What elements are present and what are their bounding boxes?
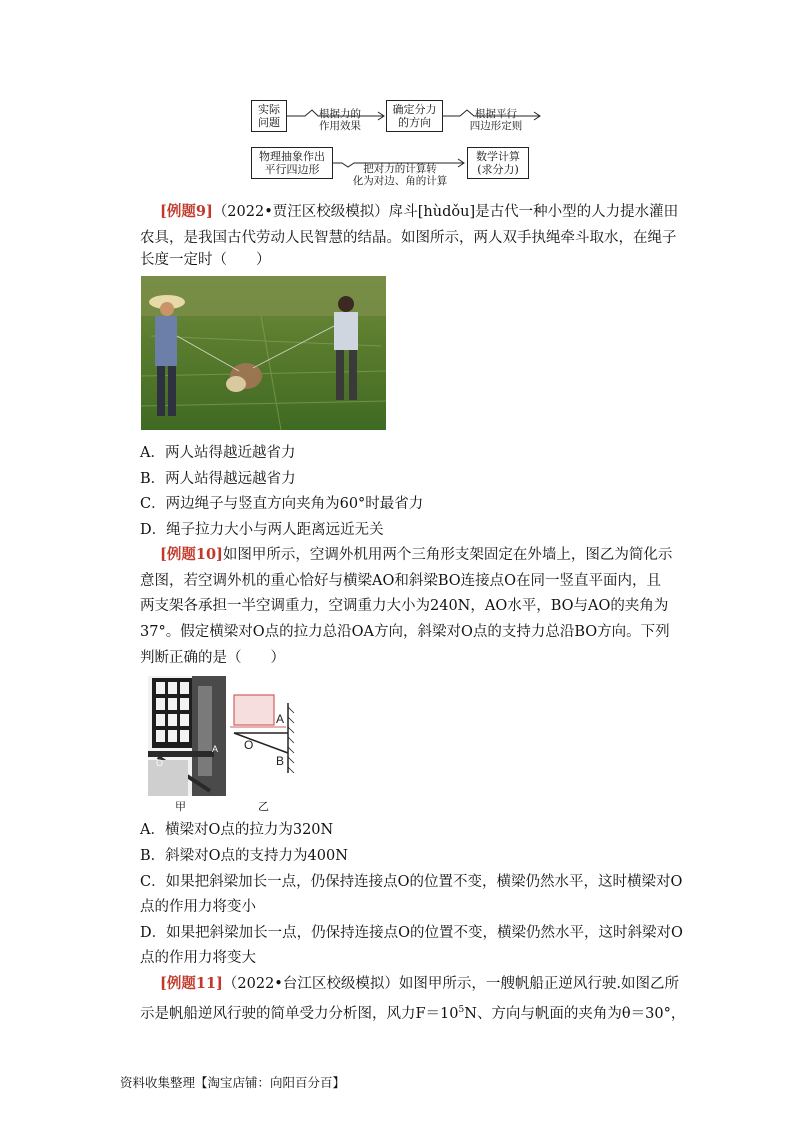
- flowchart-arrows: [0, 0, 800, 200]
- ex10-stem-line3: 两支架各承担一半空调重力，空调重力大小为240N，AO水平，BO与AO的夹角为: [140, 598, 669, 614]
- ex9-option-a: A．两人站得越近越省力: [140, 445, 296, 461]
- ex9-stem-line1: [例题9]（2022•贾汪区校级模拟）戽斗[hùdǒu]是古代一种小型的人力提水灌田: [160, 203, 679, 220]
- ex10-label: [例题10]: [160, 546, 223, 563]
- ex11-stem-line2: 示是帆船逆风行驶的简单受力分析图，风力$F=10^5N$、方向与帆面的夹角为θ＝30°，: [140, 1005, 686, 1022]
- ex10-figure-jia: [148, 676, 226, 796]
- ex11-label: [例题11]: [160, 975, 223, 992]
- ex10-option-c-line1: C．如果把斜梁加长一点，仍保持连接点O的位置不变，横梁仍然水平，这时横梁对O: [140, 874, 683, 890]
- ex9-option-d: D．绳子拉力大小与两人距离远近无关: [140, 522, 384, 538]
- ex10-stem-line5: 判断正确的是（ ）: [140, 650, 285, 666]
- ex9-photo: [141, 276, 386, 430]
- ex10-option-a: A．横梁对O点的拉力为320N: [140, 822, 334, 838]
- ex10-jia-A: A: [212, 744, 219, 754]
- flow-edge-label-2: 根据平行 四边形定则: [469, 108, 523, 132]
- ex10-stem-line2: 意图，若空调外机的重心恰好与横梁AO和斜梁BO连接点O在同一竖直平面内，且: [140, 573, 662, 589]
- ex10-caption-jia: 甲: [175, 800, 186, 813]
- ex9-label: [例题9]: [160, 203, 213, 220]
- ex10-option-d-line1: D．如果把斜梁加长一点，仍保持连接点O的位置不变，横梁仍然水平，这时斜梁对O: [140, 925, 683, 941]
- ex9-stem-line3: 长度一定时（ ）: [140, 252, 271, 268]
- ex10-yi-O: O: [244, 738, 254, 752]
- flow-box-direction: 确定分力 的方向: [386, 100, 443, 132]
- flow-box-math: 数学计算 (求分力): [467, 147, 529, 179]
- ex11-stem-line1: [例题11]（2022•台江区校级模拟）如图甲所示，一艘帆船正逆风行驶.如图乙所: [160, 975, 679, 992]
- ex9-option-c: C．两边绳子与竖直方向夹角为60°时最省力: [140, 496, 424, 512]
- ex10-option-b: B．斜梁对O点的支持力为400N: [140, 848, 348, 864]
- ex10-yi-A: A: [276, 712, 285, 726]
- flow-box-actual-problem: 实际 问题: [251, 100, 287, 132]
- ex11-exponent: 5: [458, 1005, 465, 1015]
- ex9-stem-line2: 农具，是我国古代劳动人民智慧的结晶。如图所示，两人双手执绳牵斗取水，在绳子: [140, 230, 677, 246]
- ex10-figure-yi: [230, 693, 302, 783]
- page-footer: 资料收集整理【淘宝店铺：向阳百分百】: [120, 1075, 346, 1090]
- flow-edge-label-1: 根据力的 作用效果: [319, 108, 361, 132]
- ex10-option-c-line2: 点的作用力将变小: [140, 899, 256, 915]
- flow-box-parallelogram: 物理抽象作出 平行四边形: [251, 147, 333, 179]
- ex10-caption-yi: 乙: [258, 800, 269, 813]
- ex10-yi-B: B: [276, 754, 285, 768]
- ex10-jia-O: O: [156, 758, 164, 768]
- ex10-stem-line1: [例题10]如图甲所示，空调外机用两个三角形支架固定在外墙上，图乙为简化示: [160, 546, 673, 563]
- ex10-option-d-line2: 点的作用力将变大: [140, 950, 256, 966]
- flow-edge-label-3: 把对力的计算转 化为对边、角的计算: [352, 163, 448, 187]
- ex9-option-b: B．两人站得越远越省力: [140, 471, 296, 487]
- ex10-stem-line4: 37°。假定横梁对O点的拉力总沿OA方向，斜梁对O点的支持力总沿BO方向。下列: [140, 624, 670, 640]
